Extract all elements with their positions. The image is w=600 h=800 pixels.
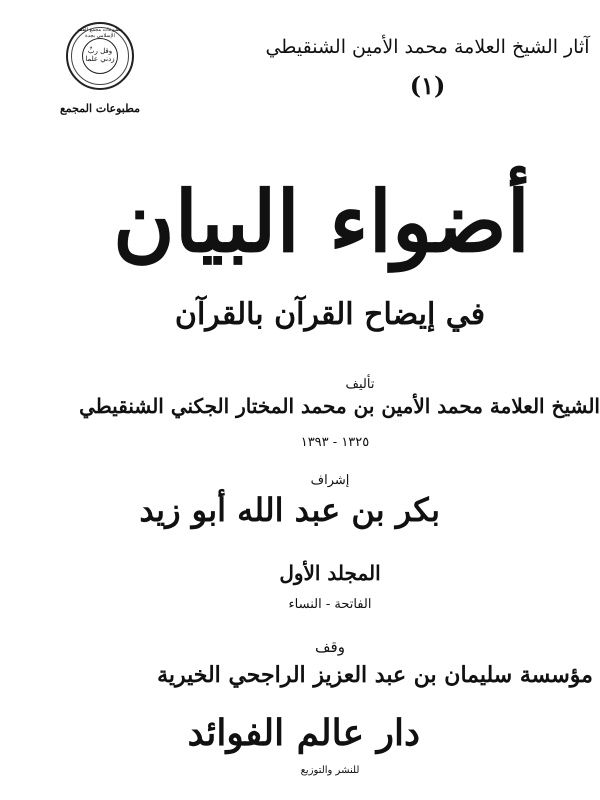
supervision-label: إشراف [310,473,350,488]
volume-range: الفاتحة - النساء [288,597,372,612]
author-dates: ١٣٢٥ - ١٣٩٣ [300,435,370,450]
author-name: الشيخ العلامة محمد الأمين بن محمد المختار الجكني الشنقيطي [79,394,600,418]
book-subtitle: في إيضاح القرآن بالقرآن [174,297,486,332]
endowment-label: وقف [315,638,345,656]
volume-label: المجلد الأول [279,561,381,585]
academy-seal-logo [66,22,134,90]
author-label: تأليف [345,377,375,392]
seal-ring-text: مطبوعات مجمع الفقه الإسلامي بجدة [77,27,123,39]
series-title: آثار الشيخ العلامة محمد الأمين الشنقيطي [265,36,590,58]
publisher-subtitle: للنشر والتوزيع [300,765,360,776]
series-number: (١) [409,71,446,100]
seal-center-text: وقل ربِّ زدني علما [82,38,118,74]
book-title: أضواء البيان [112,172,530,271]
seal-label: مطبوعات المجمع [59,102,141,115]
endowment-name: مؤسسة سليمان بن عبد العزيز الراجحي الخيرية [157,662,593,688]
supervisor-name: بكر بن عبد الله أبو زيد [139,491,440,529]
publisher-name: دار عالم الفوائد [187,712,420,754]
